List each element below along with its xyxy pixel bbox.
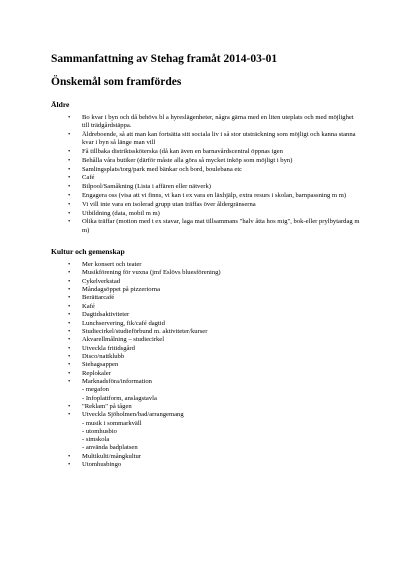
document-title: Sammanfattning av Stehag framåt 2014-03-01 bbox=[51, 53, 278, 65]
list-item: • Utbildning (data, mobil m m) bbox=[68, 209, 160, 217]
list-item: • Bo kvar i byn och då behövs bl a hyreslägenheter, några gärna med en liten uteplats och med möjlighet till trädgårdstäppa. bbox=[68, 114, 354, 130]
bullet-icon: • bbox=[68, 165, 71, 173]
sub-item: - megafon bbox=[82, 386, 109, 394]
list-item: • Musikförening för vuxna (jmf Eslövs bluesförening) bbox=[68, 269, 221, 277]
list-item: • Utveckla fritidsgård bbox=[68, 344, 135, 352]
list-item: • "Reklam" på tågen bbox=[68, 403, 132, 411]
section-heading-aldre: Äldre bbox=[51, 100, 70, 109]
kultur-list bbox=[51, 261, 360, 469]
list-item: • Få tillbaka distriktssköterska (då kan även en barnavårdscentral öppnas igen bbox=[68, 148, 283, 155]
list-item: • Berättarcafé bbox=[68, 294, 115, 302]
bullet-icon: • bbox=[68, 327, 71, 335]
bullet-icon: • bbox=[68, 191, 71, 199]
bullet-icon: • bbox=[68, 452, 71, 460]
list-item: • Behålla våra butiker (därför måste alla göra så mycket inköp som möjligt i byn) bbox=[68, 156, 293, 164]
list-item: • Engagera oss (visa att vi finns, vi kan t ex vara en läxhjälp, extra resurs i skolan, barnpassning m m) bbox=[68, 191, 347, 199]
bullet-icon: • bbox=[68, 218, 71, 226]
bullet-icon: • bbox=[68, 183, 71, 191]
sub-item: - Infoplattform, anslagstavla bbox=[82, 394, 157, 402]
list-item: • Mer konsert och teater bbox=[68, 260, 142, 268]
bullet-icon: • bbox=[68, 285, 71, 293]
list-item: • Multikulti/mångkultur bbox=[68, 452, 141, 460]
list-item: • Bilpool/Samåkning (Lista i affären eller nätverk) bbox=[68, 183, 211, 191]
bullet-icon: • bbox=[68, 302, 71, 310]
sub-item: - använda badplatsen bbox=[82, 444, 138, 452]
sub-item: - simskola bbox=[82, 436, 110, 444]
bullet-icon: • bbox=[68, 114, 71, 121]
bullet-icon: • bbox=[68, 277, 71, 285]
list-item: • Replokaler bbox=[68, 369, 111, 377]
list-item: • Äldreboende, så att man kan fortsätta sitt sociala liv i så stor utsträckning som möjligt och kanna stanna kvar i byn så länge man vill bbox=[68, 131, 356, 147]
list-item: • Samlingsplats/torg/park med bänkar och bord, boulebana etc bbox=[68, 165, 243, 173]
section-heading-kultur: Kultur och gemenskap bbox=[51, 246, 125, 256]
bullet-icon: • bbox=[68, 403, 71, 411]
bullet-icon: • bbox=[68, 411, 71, 419]
bullet-icon: • bbox=[68, 174, 71, 182]
bullet-icon: • bbox=[68, 336, 71, 344]
list-item: • Olika träffar (motion med t ex stavar, laga mat tillsammans "halv åtta hos mig", bok-eller prylbytardag m m) bbox=[68, 218, 360, 234]
sub-item: - musik i sommarkväll bbox=[82, 419, 142, 427]
list-item: • Lunchservering, fik/café dagtid bbox=[68, 319, 165, 327]
bullet-icon: • bbox=[68, 294, 71, 302]
list-item: • Kafé bbox=[68, 302, 95, 310]
sub-item: - utomhusbio bbox=[82, 427, 117, 435]
bullet-icon: • bbox=[68, 131, 71, 138]
bullet-icon: • bbox=[68, 378, 71, 386]
bullet-icon: • bbox=[68, 369, 71, 377]
list-item: • Stehagsappen bbox=[68, 361, 119, 369]
bullet-icon: • bbox=[68, 319, 71, 327]
document-subtitle: Önskemål som framfördes bbox=[51, 76, 182, 88]
list-item: • Utveckla Sjöholmen/bad/arrangemang - musik i sommarkväll - utomhusbio - simskola - använda badplatsen bbox=[51, 411, 360, 452]
list-item: • Måndagsöppet på pizzeriorna bbox=[68, 285, 160, 293]
bullet-icon: • bbox=[68, 344, 71, 352]
bullet-icon: • bbox=[68, 361, 71, 369]
list-item: • Cykelverkstad bbox=[68, 277, 121, 285]
bullet-icon: • bbox=[68, 260, 71, 268]
list-item: • Vi vill inte vara en isolerad grupp utan träffas över åldergränserna bbox=[68, 200, 256, 208]
list-item: • Dagtidsaktiviteter bbox=[68, 311, 130, 319]
list-item: • Marknadsföra/information - megafon - Infoplattform, anslagstavla bbox=[51, 378, 360, 403]
list-item: • Studiecirkel/studieförbund m. aktiviteter/kurser bbox=[68, 327, 208, 335]
list-item: • Utomhusbingo bbox=[68, 461, 122, 469]
aldre-list bbox=[51, 114, 360, 235]
bullet-icon: • bbox=[68, 156, 71, 164]
list-item: • Akvarellmålning – studiecirkel bbox=[68, 336, 165, 344]
bullet-icon: • bbox=[68, 269, 71, 277]
bullet-icon: • bbox=[68, 209, 71, 217]
bullet-icon: • bbox=[68, 353, 71, 361]
bullet-icon: • bbox=[68, 148, 71, 155]
list-item: • Disco/nattklubb bbox=[68, 353, 125, 361]
bullet-icon: • bbox=[68, 461, 71, 469]
bullet-icon: • bbox=[68, 311, 71, 319]
list-item: • Café bbox=[68, 174, 95, 182]
bullet-icon: • bbox=[68, 200, 71, 208]
